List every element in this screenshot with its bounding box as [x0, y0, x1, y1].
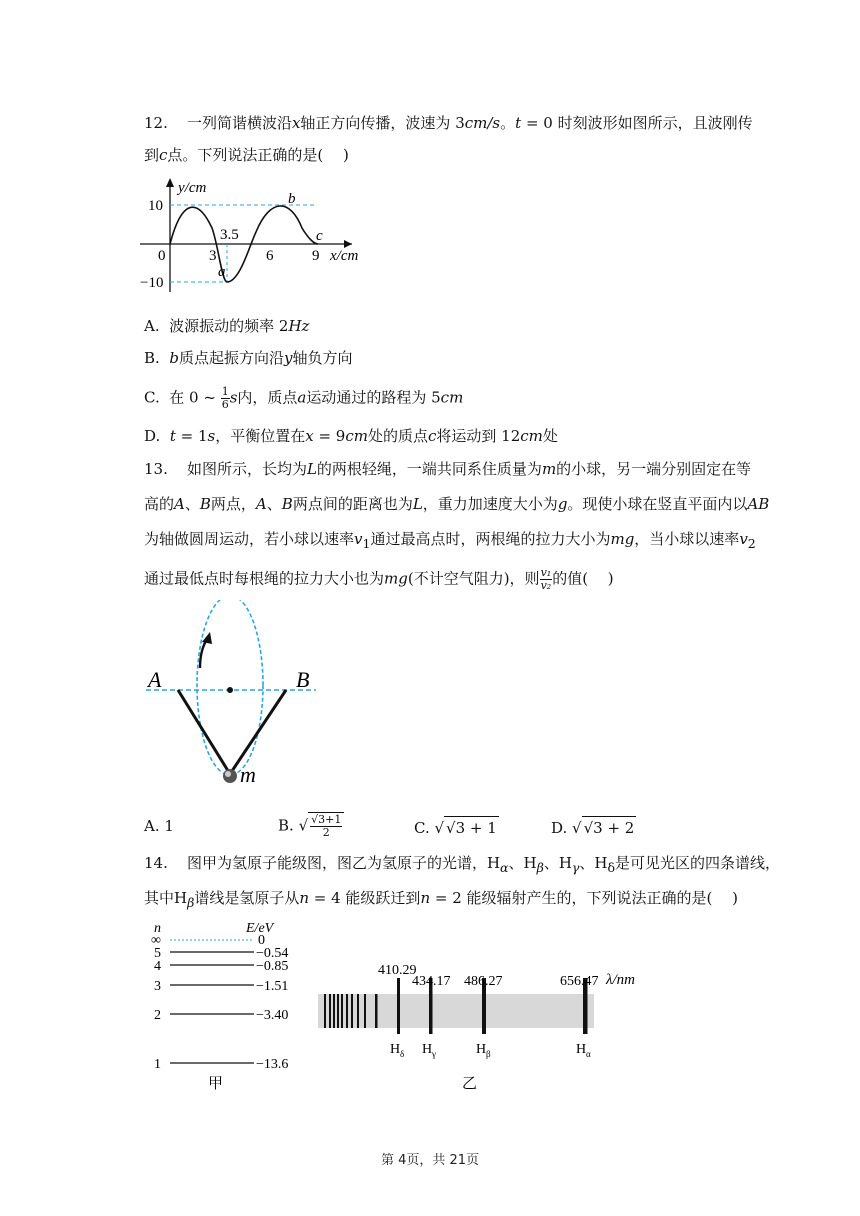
q12-option-c[interactable]: C. 在 0 ~ $\frac{1}{6}$ s内，质点a运动通过的路程为 5cm: [144, 385, 464, 411]
q13-option-b[interactable]: B. √ $\frac{√3+1}{2}$: [278, 812, 344, 839]
wavelength-486: 486.27: [464, 974, 503, 989]
svg-text:δ: δ: [400, 1049, 405, 1059]
q14-stem-line1: 14. 图甲为氢原子能级图，图乙为氢原子的光谱，$H_\alpha$、$H_\beta$、$H_\gamma$、$H_\delta$是可见光区的四条谱线，: [144, 854, 781, 875]
point-a-label: a: [218, 264, 226, 280]
q13-stem-line2: 高的A、B两点，A、B两点间的距离也为L，重力加速度大小为g。现使小球在竖直平面内以AB: [144, 495, 770, 513]
svg-text:−0.85: −0.85: [256, 959, 289, 974]
caption-jia: 甲: [208, 1076, 224, 1092]
q12-option-a[interactable]: A. 波源振动的频率 2Hz: [144, 317, 310, 335]
point-b-label: b: [288, 191, 296, 207]
svg-text:α: α: [586, 1049, 591, 1059]
svg-text:H: H: [576, 1042, 587, 1057]
svg-text:−0.54: −0.54: [256, 946, 289, 961]
svg-text:γ: γ: [432, 1049, 436, 1059]
point-B-label: B: [296, 667, 310, 692]
svg-text:−13.6: −13.6: [256, 1057, 289, 1072]
x-tick-3: 3: [209, 248, 217, 264]
x-axis-label: x/cm: [330, 248, 359, 264]
svg-text:−3.40: −3.40: [256, 1008, 289, 1023]
q14-energy-level-diagram: [146, 916, 306, 1096]
mark-3-5: 3.5: [220, 227, 239, 243]
q13-option-c[interactable]: C. √ √3 + 1: [414, 816, 499, 838]
svg-text:1: 1: [154, 1057, 161, 1072]
svg-text:0: 0: [258, 933, 265, 948]
q13-stem-line3: 为轴做圆周运动，若小球以速率$v_1$通过最高点时，两根绳的拉力大小为mg，当小球以速率$v_2$: [144, 530, 756, 551]
y-tick-10: 10: [148, 198, 163, 214]
wavelength-434: 434.17: [412, 974, 451, 989]
y-tick-neg10: −10: [140, 275, 164, 291]
q12-stem-line1: 12. 一列简谐横波沿x轴正方向传播，波速为 3cm/s。t = 0 时刻波形如图所示，且波刚传: [144, 114, 753, 132]
svg-text:−1.51: −1.51: [256, 979, 289, 994]
q12-option-b[interactable]: B. b质点起振方向沿y轴负方向: [144, 349, 353, 367]
E-label: E/eV: [246, 921, 274, 936]
wavelength-unit: λ/nm: [606, 972, 635, 988]
wavelength-410: 410.29: [378, 963, 417, 978]
svg-text:β: β: [486, 1049, 491, 1059]
svg-text:H: H: [476, 1042, 487, 1057]
q13-stem-line4: 通过最低点时每根绳的拉力大小也为mg(不计空气阻力)，则 $\frac{\text{v₁}}{\text{v₂}}$ 的值( ): [144, 566, 614, 592]
q12-wave-graph: [140, 176, 380, 296]
q13-rotation-figure: [140, 600, 330, 790]
q12-number: 12.: [144, 114, 168, 132]
q13-option-a[interactable]: A. 1: [144, 817, 174, 835]
q13-option-d[interactable]: D. √ √3 + 2: [551, 816, 636, 838]
caption-yi: 乙: [462, 1076, 478, 1092]
point-A-label: A: [148, 667, 162, 692]
svg-text:H: H: [390, 1042, 401, 1057]
svg-text:4: 4: [154, 959, 161, 974]
q14-hydrogen-spectrum: [314, 952, 654, 1092]
n-label: n: [154, 921, 161, 936]
svg-text:5: 5: [154, 946, 161, 961]
fraction-v1-v2: $\frac{\text{v₁}}{\text{v₂}}$: [540, 566, 552, 592]
q14-stem-line2: 其中$H_\beta$谱线是氢原子从n = 4 能级跃迁到n = 2 能级辐射产生的，下列说法正确的是( ): [144, 889, 738, 910]
svg-text:3: 3: [154, 979, 161, 994]
q12-option-d[interactable]: D. t = 1s，平衡位置在x = 9cm处的质点c将运动到 12cm处: [144, 427, 558, 445]
q14-number: 14.: [144, 854, 168, 872]
q13-stem-line1: 13. 如图所示，长均为L的两根轻绳，一端共同系住质量为m的小球，另一端分别固定在等: [144, 460, 752, 478]
point-c-label: c: [316, 228, 323, 244]
x-tick-0: 0: [158, 248, 166, 264]
wavelength-656: 656.47: [560, 974, 599, 989]
x-tick-6: 6: [266, 248, 274, 264]
q13-number: 13.: [144, 460, 168, 478]
fraction-1-6: $\frac{1}{6}$: [221, 385, 229, 411]
svg-text:∞: ∞: [151, 933, 161, 948]
y-axis-label: y/cm: [178, 180, 207, 196]
mass-m-label: m: [240, 762, 256, 787]
page-footer: 第 4页，共 21页: [380, 1153, 480, 1168]
x-tick-9: 9: [312, 248, 320, 264]
svg-text:H: H: [422, 1042, 433, 1057]
q12-stem-line2: 到c点。下列说法正确的是( ): [144, 146, 349, 164]
svg-text:2: 2: [154, 1008, 161, 1023]
